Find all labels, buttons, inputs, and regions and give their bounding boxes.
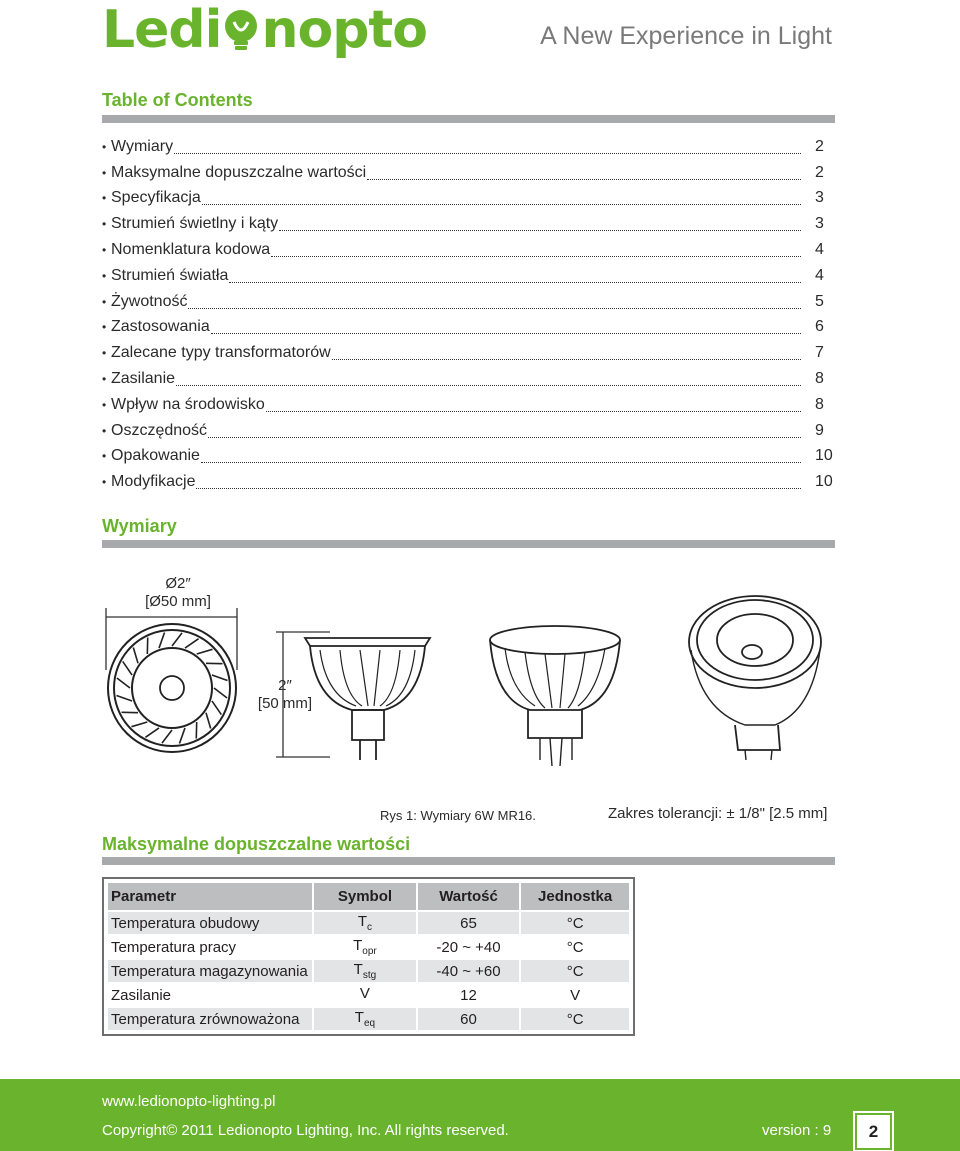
cell-parameter: Temperatura obudowy [108,912,312,934]
toc-leader-dots [202,191,801,205]
lamp-top-view [108,624,236,752]
tagline: A New Experience in Light [540,22,832,50]
cell-unit: °C [521,912,629,934]
symbol-main: T [353,961,363,978]
heatsink-vane [117,695,133,700]
dimensions-title: Wymiary [102,516,177,536]
copyright-text: Copyright© 2011 Ledionopto Lighting, Inc. All rights reserved. [102,1122,509,1139]
bullet-icon: • [102,372,107,387]
toc-leader-dots [367,166,801,180]
bullet-icon: • [102,449,107,464]
dimensions-divider [102,540,835,548]
table-header-row [108,883,629,910]
table-row [108,936,629,958]
toc-item-label: Nomenklatura kodowa [111,241,271,259]
cell-value: -40 ~ +60 [418,960,520,982]
heatsink-vane [197,649,213,654]
heatsink-vane [212,701,221,715]
heatsink-vane [132,722,148,727]
table-row [108,984,629,1006]
toc-leader-dots [208,424,801,438]
heatsink-vane [162,730,172,743]
heatsink-vane [159,633,164,649]
symbol-main: T [354,1009,364,1026]
table-row [108,912,629,934]
toc-item[interactable] [102,134,835,160]
toc-item[interactable] [102,366,835,392]
toc-leader-dots [176,372,801,386]
cell-unit: °C [566,938,584,956]
toc-item[interactable] [102,186,835,212]
ratings-title: Maksymalne dopuszczalne wartości [102,834,411,854]
toc-item-page: 5 [815,292,824,310]
toc-item-label: Zasilanie [111,370,176,388]
toc-item-page: 8 [815,370,824,388]
toc-item-label: Żywotność [111,292,188,310]
symbol-main: T [353,937,363,954]
toc-leader-dots [211,320,801,334]
toc-item-label: Zastosowania [111,318,210,336]
bullet-icon: • [102,217,107,232]
toc-item[interactable] [102,289,835,315]
heatsink-vane [172,633,182,646]
toc-divider [102,115,835,123]
toc-item-page: 4 [815,241,824,259]
toc-item-page: 3 [815,215,824,233]
bullet-icon: • [102,475,107,490]
page-number: 2 [855,1113,892,1150]
symbol-sub: c [367,922,373,933]
bullet-icon: • [102,243,107,258]
cell-parameter: Temperatura magazynowania [108,960,312,982]
toc-leader-dots [201,449,801,463]
cell-symbol [314,960,416,982]
bullet-icon: • [102,397,107,412]
toc-item-page: 8 [815,395,824,413]
toc-item-page: 7 [815,344,824,362]
heatsink-vane [123,661,132,675]
toc-item-label: Zalecane typy transformatorów [111,344,331,362]
table-row [108,960,629,982]
diameter-mm: [Ø50 mm] [145,593,211,610]
bullet-icon: • [102,165,107,180]
toc-item[interactable] [102,263,835,289]
ratings-table [102,877,635,1036]
toc-title: Table of Contents [102,90,253,110]
toc-leader-dots [229,269,801,283]
toc-item[interactable] [102,237,835,263]
toc-leader-dots [196,475,801,489]
logo-text-right: nopto [261,0,428,60]
toc-item[interactable] [102,418,835,444]
heatsink-vane [145,728,159,737]
heatsink-vane [117,678,130,688]
toc-item-page: 6 [815,318,824,336]
toc-item[interactable] [102,469,835,495]
toc-item[interactable] [102,315,835,341]
toc-item-page: 3 [815,189,824,207]
symbol-main: T [357,913,368,930]
toc-item[interactable] [102,340,835,366]
toc-item-page: 2 [815,163,824,181]
toc-item[interactable] [102,211,835,237]
toc-leader-dots [174,140,801,154]
header-symbol: Symbol [314,883,416,910]
company-logo [102,2,427,58]
cell-unit: °C [521,960,629,982]
symbol-sub: stg [362,970,377,981]
toc-item-label: Strumień światła [111,266,229,284]
cell-unit: °C [521,1008,629,1030]
cell-symbol [314,936,416,958]
cell-value: -20 ~ +40 [436,938,501,956]
toc-item-page: 2 [815,137,824,155]
cell-symbol [314,984,416,1006]
toc-item-label: Maksymalne dopuszczalne wartości [111,163,367,181]
cell-symbol [314,1008,416,1030]
footer [0,1079,960,1151]
lightbulb-logo-icon [222,8,260,52]
bullet-icon: • [102,139,107,154]
height-mm: [50 mm] [257,695,313,712]
symbol-sub: opr [362,946,377,957]
header-value: Wartość [418,883,520,910]
toc-item-label: Opakowanie [111,447,200,465]
height-inch: 2″ [278,677,292,694]
toc-leader-dots [188,295,801,309]
lamp-side-view [305,638,430,760]
toc-item[interactable] [102,392,835,418]
tolerance-note: Zakres tolerancji: ± 1/8" [2.5 mm] [608,805,828,822]
bullet-icon: • [102,423,107,438]
toc-item-page: 4 [815,266,824,284]
lamp-drawings [0,560,960,790]
figure-caption: Rys 1: Wymiary 6W MR16. [380,808,536,823]
cell-value: 65 [418,912,520,934]
bullet-icon: • [102,268,107,283]
toc-leader-dots [271,243,801,257]
logo-text-left: Ledi [102,0,222,60]
toc-item-page: 9 [815,421,824,439]
toc-item-page: 10 [815,447,833,465]
bullet-icon: • [102,191,107,206]
bullet-icon: • [102,294,107,309]
header-parameter: Parametr [108,883,312,910]
heatsink-vane [214,688,227,698]
cell-value: 60 [418,1008,520,1030]
toc-item-label: Specyfikacja [111,189,201,207]
lamp-perspective-view-1 [490,626,620,766]
cell-unit: V [570,986,581,1004]
symbol-main: V [359,985,370,1002]
toc-item-label: Wymiary [111,137,174,155]
cell-parameter: Zasilanie [111,986,172,1004]
heatsink-vane [179,728,184,744]
toc-leader-dots [332,346,801,360]
ratings-divider [102,857,835,865]
heatsink-vane [185,639,199,648]
header-unit: Jednostka [521,883,629,910]
symbol-sub: eq [363,1018,376,1029]
cell-parameter: Temperatura zrównoważona [108,1008,312,1030]
toc-leader-dots [279,217,801,231]
toc-item[interactable] [102,160,835,186]
table-row [108,1008,629,1030]
lamp-perspective-view-2 [689,596,821,760]
toc-item-label: Wpływ na środowisko [111,395,265,413]
toc-item-page: 10 [815,473,833,491]
cell-parameter: Temperatura pracy [111,938,237,956]
cell-value: 12 [460,986,477,1004]
heatsink-vane [133,648,138,664]
toc-item-label: Modyfikacje [111,473,196,491]
toc-item-label: Strumień świetlny i kąty [111,215,279,233]
toc-item[interactable] [102,444,835,470]
toc-item-label: Oszczędność [111,421,208,439]
heatsink-vane [212,675,228,680]
table-of-contents [102,134,835,495]
heatsink-vane [206,713,211,729]
bullet-icon: • [102,320,107,335]
bullet-icon: • [102,346,107,361]
version-label: version : 9 [762,1122,832,1139]
footer-website-link[interactable]: www.ledionopto-lighting.pl [102,1093,276,1110]
diameter-inch: Ø2″ [165,575,191,592]
cell-symbol [314,912,416,934]
toc-leader-dots [266,398,801,412]
